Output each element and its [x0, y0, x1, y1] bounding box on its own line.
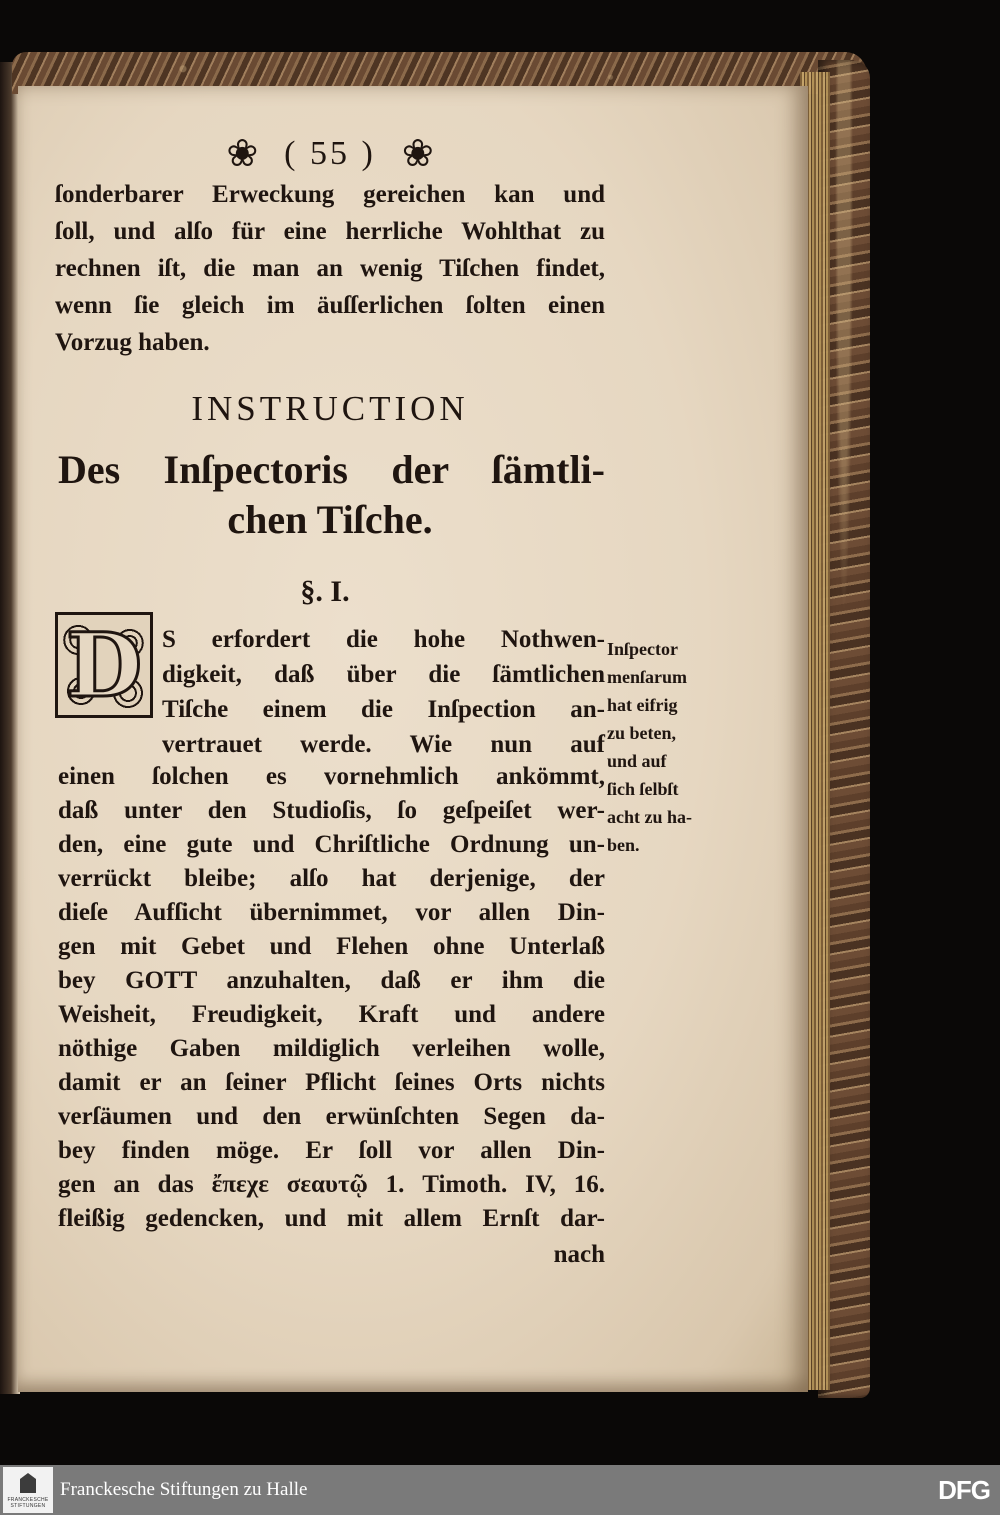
text-line: Vorzug haben. [55, 329, 210, 356]
margin-line: und auf [607, 751, 667, 771]
flower-ornament-icon [226, 135, 258, 172]
text-line: verrückt bleibe; alſo hat derjenige, der [58, 865, 605, 892]
text-line: S erfordert die hohe Nothwen- [162, 626, 605, 653]
heading-title: INSTRUCTION [191, 389, 469, 428]
drop-cap-letter: D [65, 613, 143, 717]
text-line: nöthige Gaben mildiglich verleihen wolle, [58, 1035, 605, 1062]
margin-line: hat eifrig [607, 695, 678, 715]
institution-name: Franckesche Stiftungen zu Halle [60, 1479, 308, 1500]
text-line: einen ſolchen es vornehmlich ankömmt, [58, 763, 605, 790]
page-number: ( 55 ) [284, 135, 376, 172]
text-line: damit er an ſeiner Pflicht ſeines Orts nichts [58, 1069, 605, 1096]
paragraph-indented-lines [162, 622, 605, 762]
text-line: gen mit Gebet und Flehen ohne Unterlaß [58, 933, 605, 960]
facing-page-edge [0, 62, 20, 1394]
building-icon [20, 1473, 36, 1493]
text-line: fleißig gedencken, und mit allem Ernſt dar- [58, 1205, 605, 1232]
margin-line: menſarum [607, 667, 687, 687]
text-line: ſoll, und alſo für eine herrliche Wohlthat zu [55, 218, 605, 245]
franckesche-stiftungen-logo-icon[interactable] [3, 1467, 53, 1513]
logo-text-line: FRANCKESCHE [7, 1497, 49, 1503]
text-line: ſonderbarer Erweckung gereichen kan und [55, 181, 605, 208]
logo-text-line: STIFTUNGEN [10, 1503, 46, 1509]
margin-line: acht zu ha- [607, 807, 692, 827]
footer-bar [0, 1465, 1000, 1515]
text-line: Weisheit, Freudigkeit, Kraft und andere [58, 1001, 605, 1028]
text-line: rechnen iſt, die man an wenig Tiſchen findet, [55, 255, 605, 282]
margin-line: ben. [607, 835, 640, 855]
decorated-drop-cap [55, 612, 153, 718]
text-line: den, eine gute und Chriſtliche Ordnung un- [58, 831, 605, 858]
text-line: verſäumen und den erwünſchten Segen da- [58, 1103, 605, 1130]
subtitle-text: Des Inſpectoris der ſämtli- [58, 447, 605, 492]
margin-line: zu beten, [607, 723, 676, 743]
dfg-logo[interactable]: DFG [938, 1475, 990, 1505]
paragraph-body [58, 760, 605, 1236]
text-line: bey GOTT anzuhalten, daß er ihm die [58, 967, 605, 994]
flower-ornament-icon [402, 135, 434, 172]
text-line: daß unter den Studioſis, ſo geſpeiſet wer- [58, 797, 605, 824]
text-line: vertrauet werde. Wie nun auf [162, 731, 605, 758]
section-mark: §. I. [300, 575, 350, 608]
marginal-note [607, 635, 719, 859]
text-line: digkeit, daß über die ſämtlichen [162, 661, 605, 688]
continuation-text [55, 176, 605, 361]
text-line: Tiſche einem die Inſpection an- [162, 696, 605, 723]
running-head [180, 128, 480, 178]
heading-subtitle-line [58, 444, 605, 496]
text-line: gen an das ἔπεχε σεαυτῷ 1. Timoth. IV, 16. [58, 1171, 605, 1198]
heading-subtitle-line: chen Tiſche. [227, 497, 433, 542]
text-line: dieſe Aufſicht übernimmet, vor allen Din- [58, 899, 605, 926]
margin-line: Inſpector [607, 639, 678, 659]
text-line: wenn ſie gleich im äuſſerlichen ſolten einen [55, 292, 605, 319]
text-line: bey finden möge. Er ſoll vor allen Din- [58, 1137, 605, 1164]
margin-line: ſich ſelbſt [607, 779, 679, 799]
catchword: nach [553, 1241, 605, 1268]
